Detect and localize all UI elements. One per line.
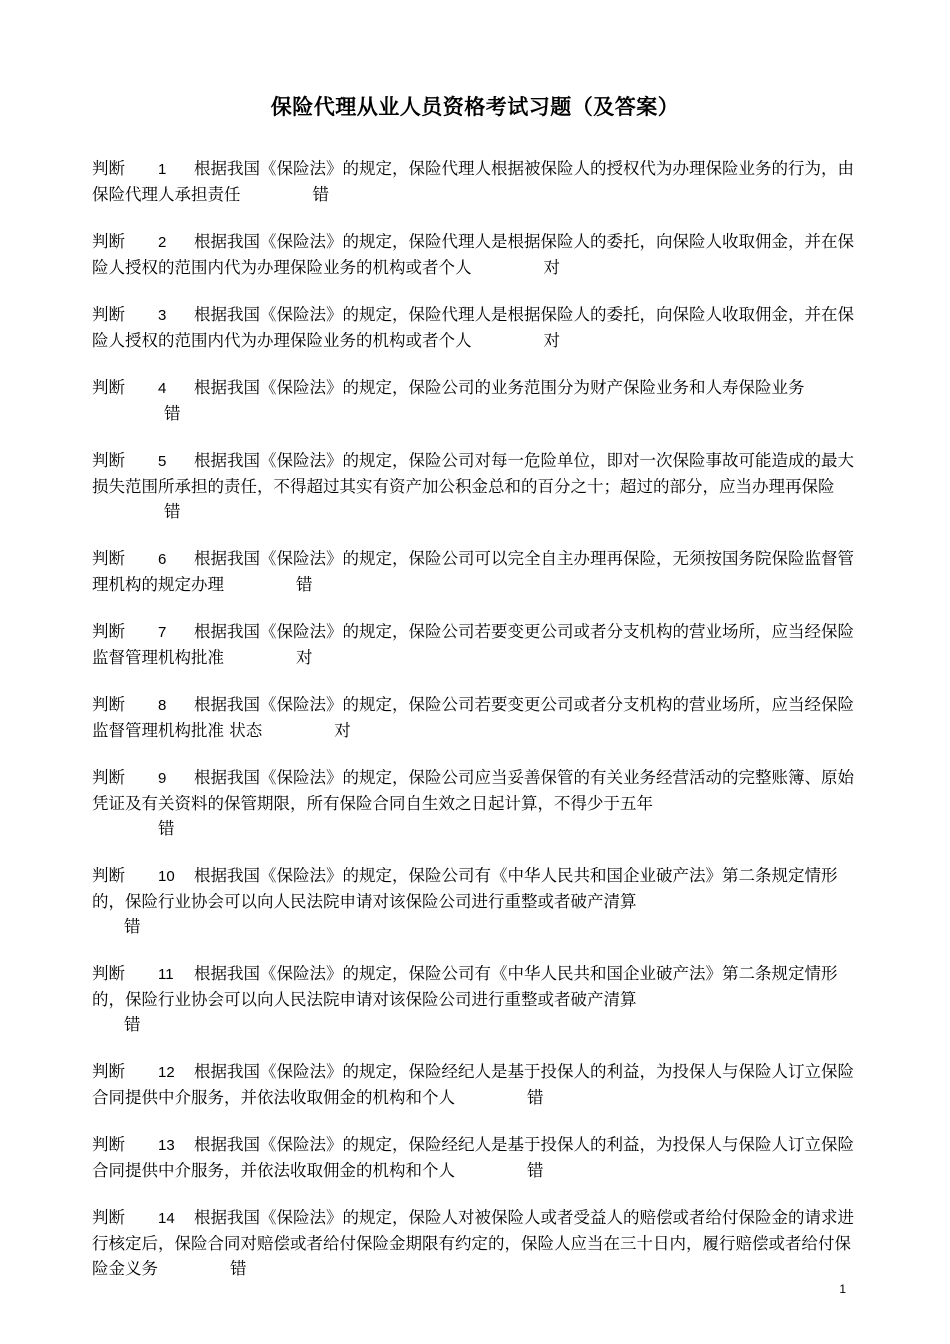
question-answer: 对 [543,331,560,350]
question-item [92,546,854,597]
question-answer: 错 [124,1015,141,1034]
question-item [92,961,854,1037]
question-type: 判断 [92,1208,125,1227]
question-answer: 对 [543,258,560,277]
question-number: 3 [158,307,167,324]
question-number: 2 [158,234,167,251]
question-item [92,765,854,841]
question-text: 根据我国《保险法》的规定，保险公司若要变更公司或者分支机构的营业场所，应当经保险监督管理机构批准 状态 [92,695,854,740]
question-number: 5 [158,453,167,470]
question-text: 根据我国《保险法》的规定，保险经纪人是基于投保人的利益，为投保人与保险人订立保险合同提供中介服务，并依法收取佣金的机构和个人 [92,1135,854,1180]
question-type: 判断 [92,1135,125,1154]
question-number: 1 [158,161,167,178]
question-type: 判断 [92,305,125,324]
question-type: 判断 [92,549,125,568]
question-type: 判断 [92,964,125,983]
question-answer: 错 [230,1259,247,1278]
question-number: 7 [158,624,167,641]
question-item [92,302,854,353]
question-number: 9 [158,770,167,787]
page-number: 1 [839,1282,846,1296]
question-list [92,156,854,1303]
question-number: 13 [158,1137,175,1154]
question-item [92,1132,854,1183]
question-text: 根据我国《保险法》的规定，保险公司有《中华人民共和国企业破产法》第二条规定情形的，保险行业协会可以向人民法院申请对该保险公司进行重整或者破产清算 [92,964,838,1009]
question-item [92,156,854,207]
question-item [92,1059,854,1110]
question-answer: 错 [164,502,181,521]
question-text: 根据我国《保险法》的规定，保险人对被保险人或者受益人的赔偿或者给付保险金的请求进行核定后，保险合同对赔偿或者给付保险金期限有约定的，保险人应当在三十日内，履行赔偿或者给付保险金义务 [92,1208,854,1278]
question-type: 判断 [92,768,125,787]
question-item [92,229,854,280]
question-answer: 错 [527,1161,544,1180]
question-text: 根据我国《保险法》的规定，保险公司的业务范围分为财产保险业务和人寿保险业务 [194,378,805,397]
question-number: 11 [158,966,174,983]
question-text: 根据我国《保险法》的规定，保险代理人是根据保险人的委托，向保险人收取佣金，并在保险人授权的范围内代为办理保险业务的机构或者个人 [92,232,854,277]
question-type: 判断 [92,1062,125,1081]
document-title: 保险代理从业人员资格考试习题（及答案） [270,94,680,119]
question-number: 8 [158,697,167,714]
question-type: 判断 [92,451,125,470]
question-answer: 错 [124,917,141,936]
question-text: 根据我国《保险法》的规定，保险代理人根据被保险人的授权代为办理保险业务的行为，由保险代理人承担责任 [92,159,854,204]
question-text: 根据我国《保险法》的规定，保险代理人是根据保险人的委托，向保险人收取佣金，并在保险人授权的范围内代为办理保险业务的机构或者个人 [92,305,854,350]
question-text: 根据我国《保险法》的规定，保险公司若要变更公司或者分支机构的营业场所，应当经保险监督管理机构批准 [92,622,854,667]
question-number: 10 [158,868,175,885]
question-text: 根据我国《保险法》的规定，保险公司有《中华人民共和国企业破产法》第二条规定情形的，保险行业协会可以向人民法院申请对该保险公司进行重整或者破产清算 [92,866,838,911]
question-answer: 对 [296,648,313,667]
question-answer: 错 [296,575,313,594]
question-number: 14 [158,1210,175,1227]
question-answer: 对 [334,721,351,740]
question-item [92,375,854,426]
question-answer: 错 [158,819,175,838]
question-item [92,863,854,939]
question-answer: 错 [312,185,329,204]
question-answer: 错 [527,1088,544,1107]
question-type: 判断 [92,866,125,885]
question-answer: 错 [164,404,181,423]
question-type: 判断 [92,159,125,178]
question-number: 4 [158,380,167,397]
question-number: 12 [158,1064,175,1081]
question-item [92,448,854,524]
question-text: 根据我国《保险法》的规定，保险公司可以完全自主办理再保险，无须按国务院保险监督管理机构的规定办理 [92,549,854,594]
question-type: 判断 [92,622,125,641]
question-item [92,692,854,743]
question-item [92,1205,854,1281]
question-type: 判断 [92,695,125,714]
question-text: 根据我国《保险法》的规定，保险经纪人是基于投保人的利益，为投保人与保险人订立保险合同提供中介服务，并依法收取佣金的机构和个人 [92,1062,854,1107]
question-type: 判断 [92,232,125,251]
question-item [92,619,854,670]
question-text: 根据我国《保险法》的规定，保险公司应当妥善保管的有关业务经营活动的完整账簿、原始凭证及有关资料的保管期限，所有保险合同自生效之日起计算，不得少于五年 [92,768,854,813]
question-type: 判断 [92,378,125,397]
question-number: 6 [158,551,167,568]
question-text: 根据我国《保险法》的规定，保险公司对每一危险单位，即对一次保险事故可能造成的最大损失范围所承担的责任，不得超过其实有资产加公积金总和的百分之十；超过的部分，应当办理再保险 [92,451,854,496]
